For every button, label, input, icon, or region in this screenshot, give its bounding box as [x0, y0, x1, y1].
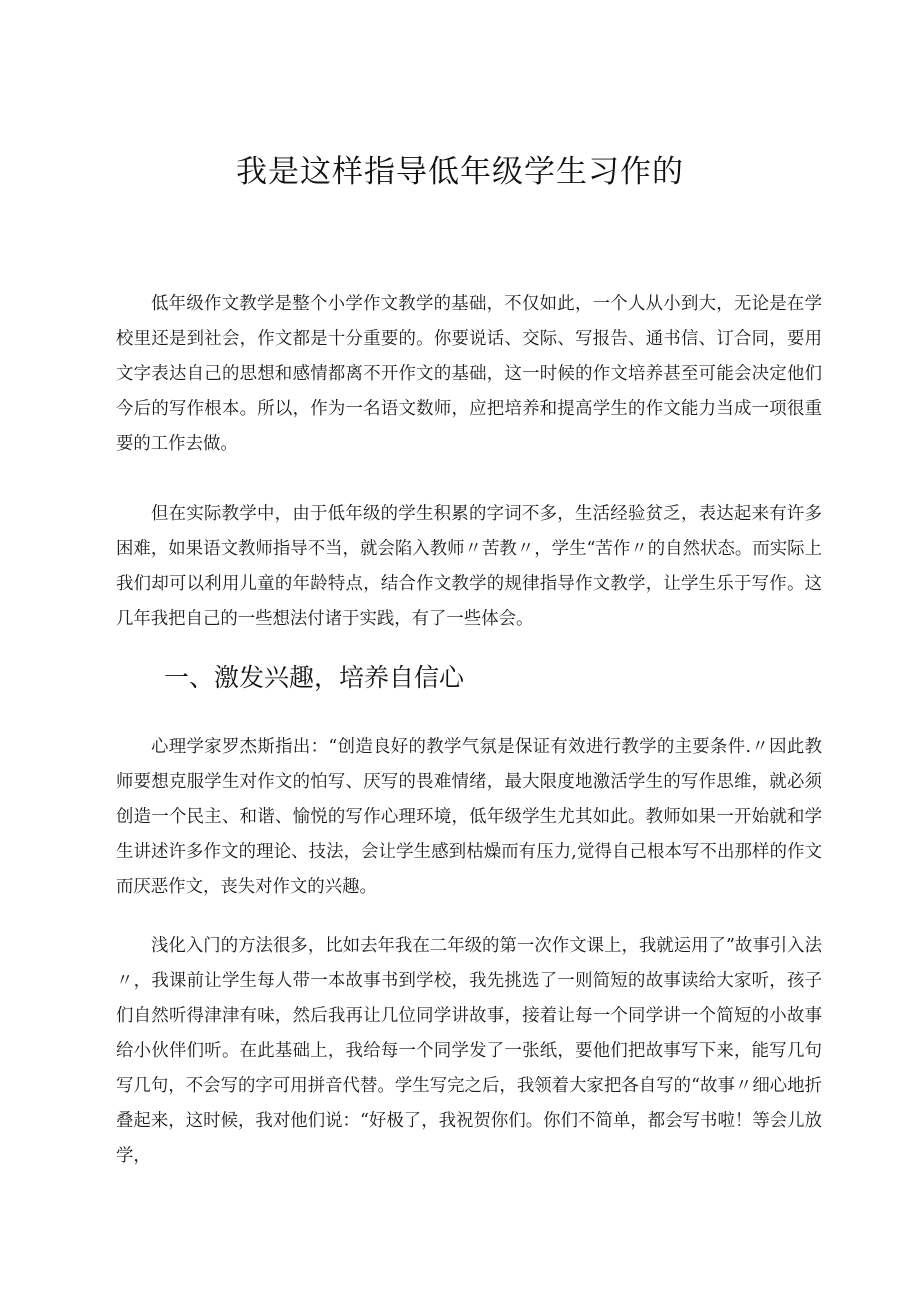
section-heading: 一、激发兴趣，培养自信心	[164, 663, 465, 692]
intro-paragraph-1: 低年级作文教学是整个小学作文教学的基础，不仅如此，一个人从小到大，无论是在学校里还是到社会，作文都是十分重要的。你要说话、交际、写报告、通书信、订合同，要用文字表达自己的思想和感情都离不开作文的基础，这一时候的作文培养甚至可能会决定他们今后的写作根本。所以，作为一名语文数师，应把培养和提高学生的作文能力当成一项很重要的工作去做。	[116, 294, 822, 454]
section-paragraph-2: 浅化入门的方法很多，比如去年我在二年级的第一次作文课上，我就运用了”故事引入法〃，我课前让学生每人带一本故事书到学校，我先挑选了一则简短的故事读给大家听，孩子们自然听得津津有味，然后我再让几位同学讲故事，接着让每一个同学讲一个简短的小故事给小伙伴们听。在此基础上，我给每一个同学发了一张纸，要他们把故事写下来，能写几句写几句，不会写的字可用拼音代替。学生写完之后，我领着大家把各自写的“故事〃细心地折叠起来，这时候，我对他们说：“好极了，我祝贺你们。你们不简单，都会写书啦！等会儿放学，	[116, 936, 822, 1166]
document-title: 我是这样指导低年级学生习作的	[236, 154, 684, 190]
intro-paragraph-2: 但在实际教学中，由于低年级的学生积累的字词不多，生活经验贫乏，表达起来有许多困难，如果语文教师指导不当，就会陷入教师〃苦教〃，学生“苦作〃的自然状态。而实际上我们却可以利用儿童的年龄特点，结合作文教学的规律指导作文教学，让学生乐于写作。这几年我把自己的一些想法付诸于实践，有了一些体会。	[116, 504, 822, 629]
section-paragraph-1: 心理学家罗杰斯指出：“创造良好的教学气氛是保证有效进行教学的主要条件.〃因此教师要想克服学生对作文的怕写、厌写的畏难情绪，最大限度地激活学生的写作思维，就必须创造一个民主、和谐、愉悦的写作心理环境，低年级学生尤其如此。教师如果一开始就和学生讲述许多作文的理论、技法，会让学生感到枯燥而有压力,觉得自己根本写不出那样的作文而厌恶作文，丧失对作文的兴趣。	[116, 737, 822, 897]
